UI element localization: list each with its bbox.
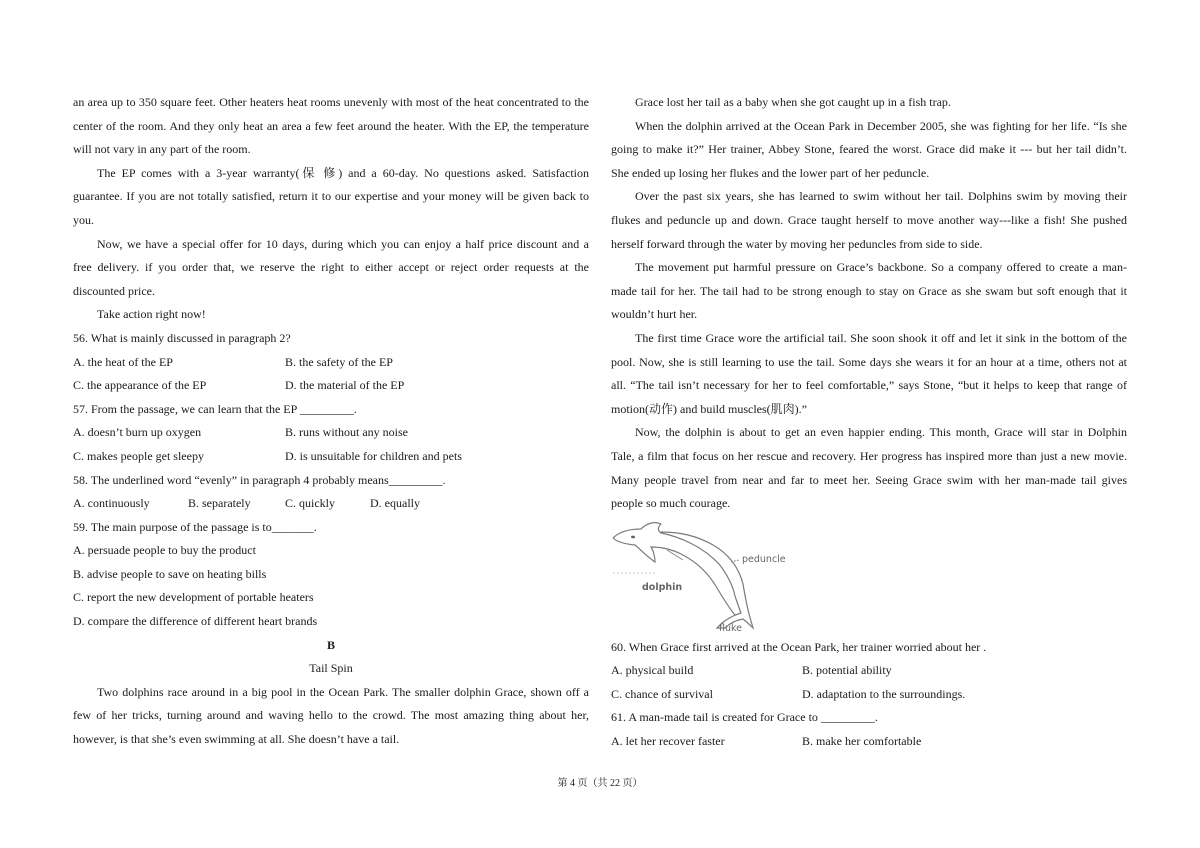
option-c: C. the appearance of the EP — [73, 378, 207, 393]
question-60-stem: 60. When Grace first arrived at the Ocean Park, her trainer worried about her . — [611, 639, 987, 654]
option-a: A. continuously — [73, 496, 150, 511]
passage-line: few of her tricks, turning around and waving hello to the crowd. The most amazing thing about her, — [73, 708, 589, 723]
passage-line: Two dolphins race around in a big pool in the Ocean Park. The smaller dolphin Grace, shown off a — [97, 684, 589, 699]
option-c: C. quickly — [285, 496, 335, 511]
passage-line: wouldn’t hurt her. — [611, 307, 698, 322]
option-a: A. let her recover faster — [611, 734, 725, 749]
passage-line: Grace lost her tail as a baby when she got caught up in a fish trap. — [635, 95, 951, 109]
passage-line: all. “The tail isn’t necessary for her to feel comfortable,” says Stone, “but it helps to keep that range of — [611, 378, 1127, 393]
option-a: A. doesn’t burn up oxygen — [73, 425, 202, 440]
option-b: B. advise people to save on heating bills — [73, 566, 267, 581]
question-56-stem: 56. What is mainly discussed in paragraph 2? — [73, 330, 291, 345]
left-column — [73, 91, 589, 752]
passage-line: going to make it?” Her trainer, Abbey Stone, feared the worst. Grace did make it --- but her tail didn’t. — [611, 142, 1127, 157]
option-d: D. equally — [370, 496, 420, 511]
passage-line: pool. Now, she is still learning to use the tail. Some days she wears it for an hour at a time, others not at — [611, 354, 1127, 369]
passage-line: Over the past six years, she has learned to swim without her tail. Dolphins swim by moving their — [635, 189, 1127, 204]
right-column — [611, 91, 1127, 754]
question-57-options-row-1 — [73, 421, 589, 445]
passage-line: flukes and peduncle up and down. Grace taught herself to move another way---like a fish! She pushed — [611, 212, 1127, 227]
passage-line: will not vary in any part of the room. — [73, 142, 251, 157]
dolphin-label: dolphin — [642, 581, 683, 593]
question-60-options-row-1 — [611, 659, 1127, 683]
passage-title: Tail Spin — [309, 661, 353, 676]
option-d: D. compare the difference of different heart brands — [73, 614, 318, 629]
passage-line: made tail for her. The tail had to be strong enough to stay on Grace as she swam but soft enough that it — [611, 283, 1127, 298]
section-heading: B — [326, 637, 335, 652]
option-d: D. adaptation to the surroundings. — [802, 686, 966, 701]
passage-line: Take action right now! — [97, 307, 206, 322]
option-a: A. persuade people to buy the product — [73, 543, 256, 558]
option-b: B. make her comfortable — [802, 734, 922, 749]
passage-line: however, is that she’s even swimming at all. She doesn’t have a tail. — [73, 732, 400, 747]
passage-line: Many people travel from near and far to meet her. Seeing Grace swim with her man-made tail gives — [611, 472, 1127, 487]
passage-line: Tale, a film that focus on her rescue and recovery. Her progress has inspired more than just a new movie. — [611, 448, 1127, 463]
passage-line: motion(动作) and build muscles(肌肉).” — [611, 401, 807, 416]
option-d: D. is unsuitable for children and pets — [285, 448, 462, 463]
question-57-options-row-2 — [73, 445, 589, 469]
fluke-label: fluke — [719, 622, 743, 634]
option-c: C. report the new development of portable heaters — [73, 590, 314, 605]
passage-line: guarantee. If you are not totally satisfied, return it to our expertise and your money will be given back to — [73, 189, 589, 204]
option-b: B. runs without any noise — [285, 425, 408, 440]
passage-line: She ended up losing her flukes and the lower part of her peduncle. — [611, 165, 930, 180]
question-58-options — [73, 492, 589, 516]
passage-line: Now, we have a special offer for 10 days, during which you can enjoy a half price discount and a — [97, 236, 589, 251]
passage-line: Now, the dolphin is about to get an even happier ending. This month, Grace will star in Dolphin — [635, 425, 1127, 440]
peduncle-label: peduncle — [742, 553, 786, 565]
option-a: A. physical build — [611, 663, 694, 678]
passage-line: The first time Grace wore the artificial tail. She soon shook it off and let it sink in the bottom of the — [635, 330, 1127, 345]
passage-line: you. — [73, 212, 94, 227]
question-57-stem: 57. From the passage, we can learn that the EP _________. — [73, 401, 357, 416]
passage-line: herself forward through the water by moving her peduncles from side to side. — [611, 236, 983, 251]
passage-line: free delivery. if you order that, we reserve the right to either accept or reject order requests at the — [73, 260, 589, 275]
option-b: B. the safety of the EP — [285, 354, 393, 369]
option-b: B. potential ability — [802, 663, 892, 678]
dolphin-eye — [631, 535, 635, 538]
question-56-options-row-1 — [73, 351, 589, 375]
passage-line: center of the room. And they only heat an area a few feet around the heater. With the EP, the temperature — [73, 118, 589, 133]
question-59-stem: 59. The main purpose of the passage is to_______. — [73, 519, 317, 534]
option-c: C. makes people get sleepy — [73, 448, 204, 463]
question-61-options-row-1 — [611, 730, 1127, 754]
question-60-options-row-2 — [611, 683, 1127, 707]
option-b: B. separately — [188, 496, 251, 511]
question-56-options-row-2 — [73, 374, 589, 398]
passage-line: When the dolphin arrived at the Ocean Park in December 2005, she was fighting for her life. “Is she — [635, 118, 1127, 133]
option-d: D. the material of the EP — [285, 378, 405, 393]
dolphin-outline — [613, 522, 753, 627]
passage-line: The EP comes with a 3-year warranty(保 修) and a 60-day. No questions asked. Satisfaction — [97, 165, 589, 180]
option-c: C. chance of survival — [611, 686, 713, 701]
passage-line: an area up to 350 square feet. Other heaters heat rooms unevenly with most of the heat concentrated to the — [73, 95, 589, 109]
page-footer: 第 4 页（共 22 页） — [557, 778, 643, 789]
passage-line: people so much courage. — [611, 496, 731, 511]
question-61-stem: 61. A man-made tail is created for Grace to _________. — [611, 710, 878, 725]
dolphin-illustration — [611, 516, 811, 636]
passage-line: discounted price. — [73, 283, 155, 298]
option-a: A. the heat of the EP — [73, 354, 173, 369]
question-58-stem: 58. The underlined word “evenly” in paragraph 4 probably means_________. — [73, 472, 446, 487]
passage-line: The movement put harmful pressure on Grace’s backbone. So a company offered to create a man- — [635, 260, 1127, 275]
dolphin-figure — [611, 516, 1127, 636]
